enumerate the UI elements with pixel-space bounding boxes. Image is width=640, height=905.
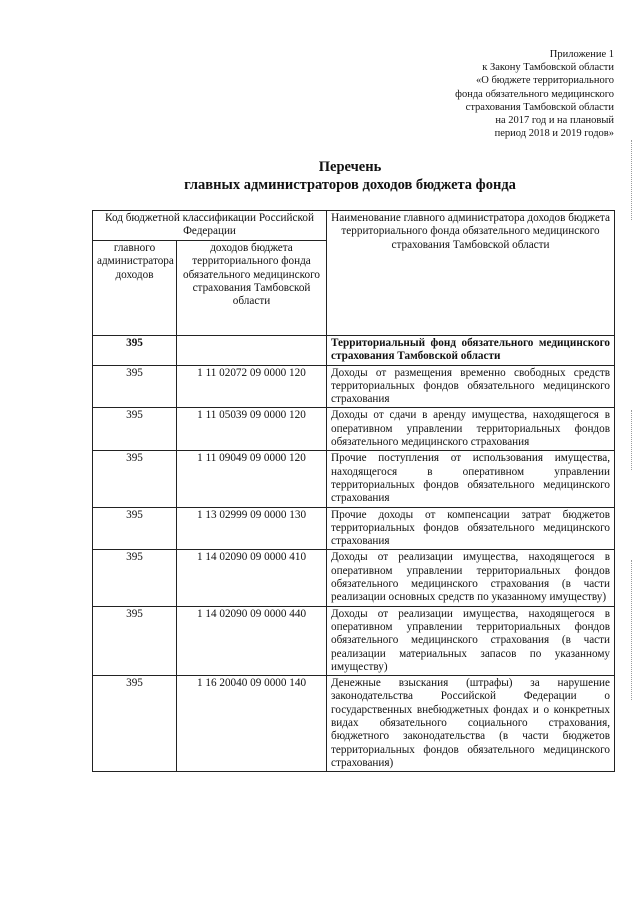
table-row — [93, 606, 615, 675]
header-budget-classification: Код бюджетной классификации Российской Федерации — [93, 211, 327, 241]
revenue-code-cell: 1 16 20040 09 0000 140 — [177, 676, 327, 772]
appendix-line: фонда обязательного медицинского — [455, 88, 614, 100]
scan-edge-mark — [631, 140, 638, 220]
header-code-column: доходов бюджета территориального фонда обязательного медицинского страхования Тамбовской области — [177, 241, 327, 336]
admin-code-cell: 395 — [93, 336, 177, 366]
revenue-code-cell: 1 14 02090 09 0000 410 — [177, 550, 327, 606]
appendix-line: Приложение 1 — [549, 49, 614, 60]
title-line-1: Перечень — [318, 159, 382, 175]
revenue-code-cell: 1 13 02999 09 0000 130 — [177, 507, 327, 550]
scan-edge-mark — [631, 560, 638, 700]
header-name-column: Наименование главного администратора доходов бюджета территориального фонда обязательного медицинского страхования Тамбовской области — [327, 211, 615, 336]
header-admin-column: главного администратора доходов — [93, 241, 177, 336]
admin-code-cell: 395 — [93, 451, 177, 507]
appendix-line: на 2017 год и на плановый — [495, 115, 614, 127]
admin-code-cell: 395 — [93, 365, 177, 408]
revenue-name-cell: Доходы от реализации имущества, находящегося в оперативном управлении территориальных фондов обязательного медицинского страхования (в части реализации основных средств по указанному имуществу) — [327, 550, 615, 606]
table-row — [93, 408, 615, 451]
revenue-name-cell: Территориальный фонд обязательного медицинского страхования Тамбовской области — [327, 336, 615, 366]
revenue-code-cell: 1 11 02072 09 0000 120 — [177, 365, 327, 408]
document-title — [0, 158, 640, 194]
admin-code-cell: 395 — [93, 408, 177, 451]
table-row — [93, 451, 615, 507]
admin-code-cell: 395 — [93, 550, 177, 606]
revenue-name-cell: Доходы от сдачи в аренду имущества, находящегося в оперативном управлении территориальных фондов обязательного медицинского страхования — [327, 408, 615, 451]
revenue-name-cell: Прочие поступления от использования имущества, находящегося в оперативном управлении территориальных фондов обязательного медицинского страхования — [327, 451, 615, 507]
appendix-note — [354, 48, 614, 140]
revenue-name-cell: Денежные взыскания (штрафы) за нарушение законодательства Российской Федерации о государственных внебюджетных фондах и о конкретных видах обязательного социального страхования, бюджетного законодательства (в части бюджетов территориальных фондов обязательного медицинского страхования) — [327, 676, 615, 772]
admin-code-cell: 395 — [93, 606, 177, 675]
revenue-code-cell: 1 11 09049 09 0000 120 — [177, 451, 327, 507]
table-row — [93, 336, 615, 366]
appendix-line: к Закону Тамбовской области — [482, 62, 614, 74]
title-line-2: главных администраторов доходов бюджета фонда — [184, 177, 516, 193]
revenue-name-cell: Прочие доходы от компенсации затрат бюджетов территориальных фондов обязательного медицинского страхования — [327, 507, 615, 550]
appendix-line: «О бюджете территориального — [476, 75, 614, 87]
table-row — [93, 676, 615, 772]
appendix-line: период 2018 и 2019 годов» — [494, 128, 614, 140]
revenue-code-cell: 1 11 05039 09 0000 120 — [177, 408, 327, 451]
table-row — [93, 550, 615, 606]
admin-code-cell: 395 — [93, 676, 177, 772]
admin-code-cell: 395 — [93, 507, 177, 550]
appendix-line: страхования Тамбовской области — [465, 101, 614, 113]
table-row — [93, 365, 615, 408]
revenue-code-cell — [177, 336, 327, 366]
revenue-administrators-table — [92, 210, 615, 772]
table-header-row — [93, 211, 615, 241]
scan-edge-mark — [631, 410, 638, 470]
table-row — [93, 507, 615, 550]
revenue-code-cell: 1 14 02090 09 0000 440 — [177, 606, 327, 675]
revenue-name-cell: Доходы от реализации имущества, находящегося в оперативном управлении территориальных фондов обязательного медицинского страхования (в части реализации материальных запасов по указанному имуществу) — [327, 606, 615, 675]
table-body — [93, 336, 615, 772]
revenue-name-cell: Доходы от размещения временно свободных средств территориальных фондов обязательного медицинского страхования — [327, 365, 615, 408]
